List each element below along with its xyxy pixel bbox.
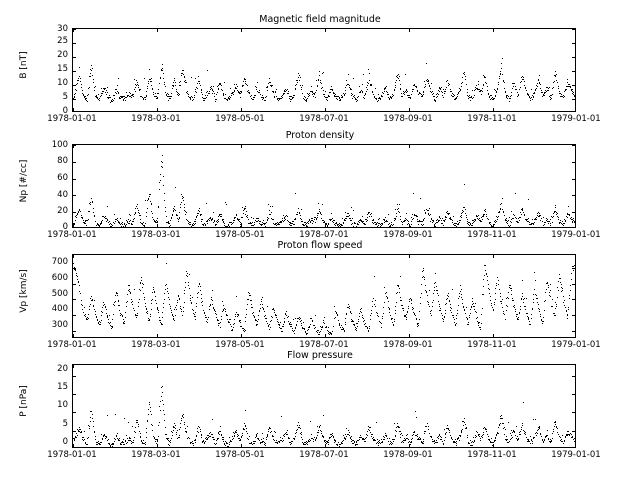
y-tick-mark	[572, 315, 575, 316]
x-tick-mark	[493, 29, 494, 32]
y-tick-label: 80	[57, 156, 68, 166]
x-tick-mark	[241, 108, 242, 111]
x-tick-label: 1978-11-01	[467, 450, 517, 460]
panel-title: Flow pressure	[287, 350, 353, 361]
x-tick-mark	[409, 108, 410, 111]
x-tick-label: 1979-01-01	[551, 230, 601, 240]
x-tick-mark	[409, 255, 410, 258]
y-tick-mark	[73, 212, 76, 213]
y-tick-label: 20	[57, 364, 68, 374]
x-tick-mark	[325, 334, 326, 337]
y-tick-mark	[73, 394, 76, 395]
y-tick-mark	[73, 179, 76, 180]
plot-area[interactable]	[72, 28, 576, 112]
x-tick-label: 1978-11-01	[467, 230, 517, 240]
y-axis-label: P [nPa]	[19, 385, 29, 417]
y-tick-mark	[73, 99, 76, 100]
y-tick-mark	[572, 394, 575, 395]
y-tick-label: 600	[51, 273, 68, 283]
x-tick-mark	[73, 108, 74, 111]
y-tick-mark	[73, 284, 76, 285]
y-tick-mark	[572, 71, 575, 72]
y-tick-mark	[572, 29, 575, 30]
y-tick-mark	[73, 299, 76, 300]
x-tick-label: 1978-03-01	[131, 450, 181, 460]
y-tick-label: 100	[51, 140, 68, 150]
y-tick-label: 5	[62, 92, 68, 102]
y-tick-label: 300	[51, 320, 68, 330]
x-tick-label: 1978-03-01	[131, 340, 181, 350]
x-tick-label: 1979-01-01	[551, 340, 601, 350]
x-tick-mark	[73, 145, 74, 148]
x-tick-mark	[241, 334, 242, 337]
x-tick-mark	[493, 108, 494, 111]
x-tick-mark	[241, 255, 242, 258]
x-tick-mark	[493, 255, 494, 258]
x-tick-mark	[325, 255, 326, 258]
y-tick-mark	[73, 412, 76, 413]
y-tick-mark	[572, 212, 575, 213]
y-tick-mark	[572, 299, 575, 300]
plot-area[interactable]	[72, 364, 576, 448]
y-tick-label: 0	[62, 106, 68, 116]
x-tick-mark	[325, 365, 326, 368]
x-tick-mark	[325, 108, 326, 111]
panel-flow-pressure	[0, 350, 640, 465]
y-tick-mark	[73, 195, 76, 196]
y-tick-mark	[572, 145, 575, 146]
y-tick-label: 400	[51, 304, 68, 314]
y-tick-label: 30	[57, 24, 68, 34]
x-tick-label: 1978-01-01	[47, 230, 97, 240]
y-axis-label: B [nT]	[19, 51, 29, 79]
y-tick-mark	[73, 376, 76, 377]
y-tick-mark	[73, 71, 76, 72]
y-tick-mark	[73, 162, 76, 163]
y-tick-label: 0	[62, 437, 68, 447]
x-tick-label: 1978-11-01	[467, 340, 517, 350]
y-tick-label: 500	[51, 289, 68, 299]
y-tick-mark	[572, 431, 575, 432]
panel-proton-density	[0, 130, 640, 240]
x-tick-label: 1978-05-01	[215, 450, 265, 460]
x-tick-mark	[409, 145, 410, 148]
y-tick-mark	[572, 162, 575, 163]
x-tick-label: 1978-03-01	[131, 230, 181, 240]
x-tick-mark	[493, 365, 494, 368]
x-tick-label: 1978-07-01	[299, 114, 349, 124]
x-tick-label: 1979-01-01	[551, 450, 601, 460]
y-tick-mark	[572, 284, 575, 285]
y-tick-label: 10	[57, 78, 68, 88]
y-tick-mark	[572, 179, 575, 180]
y-tick-mark	[572, 412, 575, 413]
y-tick-mark	[73, 43, 76, 44]
y-tick-mark	[73, 431, 76, 432]
y-tick-mark	[572, 331, 575, 332]
y-tick-mark	[73, 57, 76, 58]
x-tick-label: 1978-09-01	[383, 340, 433, 350]
plot-area[interactable]	[72, 144, 576, 228]
y-tick-label: 10	[57, 400, 68, 410]
x-tick-label: 1978-01-01	[47, 450, 97, 460]
x-tick-label: 1978-01-01	[47, 340, 97, 350]
x-tick-label: 1979-01-01	[551, 114, 601, 124]
y-tick-label: 20	[57, 206, 68, 216]
panel-magnetic-field-magnitude	[0, 14, 640, 124]
y-tick-label: 25	[57, 36, 68, 46]
x-tick-mark	[73, 29, 74, 32]
x-tick-label: 1978-03-01	[131, 114, 181, 124]
panel-title: Proton density	[285, 130, 355, 141]
y-tick-label: 0	[62, 222, 68, 232]
y-tick-mark	[572, 85, 575, 86]
x-tick-mark	[157, 255, 158, 258]
x-tick-mark	[157, 224, 158, 227]
x-tick-label: 1978-09-01	[383, 114, 433, 124]
panel-title: Magnetic field magnitude	[259, 14, 381, 25]
x-tick-mark	[325, 444, 326, 447]
y-tick-label: 15	[57, 64, 68, 74]
x-tick-mark	[493, 145, 494, 148]
x-tick-mark	[157, 334, 158, 337]
x-tick-mark	[73, 444, 74, 447]
x-tick-label: 1978-11-01	[467, 114, 517, 124]
y-tick-mark	[572, 376, 575, 377]
x-tick-mark	[157, 29, 158, 32]
x-tick-mark	[241, 444, 242, 447]
x-tick-label: 1978-01-01	[47, 114, 97, 124]
y-tick-label: 15	[57, 382, 68, 392]
x-tick-mark	[409, 365, 410, 368]
x-tick-mark	[157, 108, 158, 111]
y-axis-label: Vp [km/s]	[19, 269, 29, 313]
x-tick-label: 1978-05-01	[215, 340, 265, 350]
x-tick-label: 1978-07-01	[299, 450, 349, 460]
panel-proton-flow-speed	[0, 240, 640, 350]
y-tick-label: 20	[57, 50, 68, 60]
x-tick-mark	[73, 365, 74, 368]
panel-title: Proton flow speed	[277, 240, 363, 251]
y-tick-mark	[572, 43, 575, 44]
x-tick-label: 1978-05-01	[215, 230, 265, 240]
x-tick-label: 1978-07-01	[299, 340, 349, 350]
x-tick-mark	[73, 334, 74, 337]
x-tick-mark	[325, 29, 326, 32]
y-tick-mark	[73, 331, 76, 332]
x-tick-mark	[157, 444, 158, 447]
x-tick-mark	[325, 145, 326, 148]
x-tick-mark	[157, 365, 158, 368]
y-tick-label: 700	[51, 257, 68, 267]
x-tick-mark	[493, 334, 494, 337]
plot-area[interactable]	[72, 254, 576, 338]
y-tick-mark	[73, 315, 76, 316]
x-tick-label: 1978-07-01	[299, 230, 349, 240]
x-tick-mark	[409, 29, 410, 32]
x-tick-mark	[241, 29, 242, 32]
y-tick-label: 60	[57, 173, 68, 183]
y-tick-mark	[572, 57, 575, 58]
x-tick-mark	[157, 145, 158, 148]
y-tick-mark	[572, 195, 575, 196]
x-tick-mark	[241, 145, 242, 148]
y-axis-label: Np [#/cc]	[19, 159, 29, 203]
x-tick-label: 1978-09-01	[383, 450, 433, 460]
x-tick-mark	[241, 365, 242, 368]
x-tick-mark	[73, 255, 74, 258]
x-tick-label: 1978-05-01	[215, 114, 265, 124]
y-tick-label: 5	[62, 419, 68, 429]
x-tick-mark	[409, 334, 410, 337]
y-tick-label: 40	[57, 190, 68, 200]
x-tick-label: 1978-09-01	[383, 230, 433, 240]
